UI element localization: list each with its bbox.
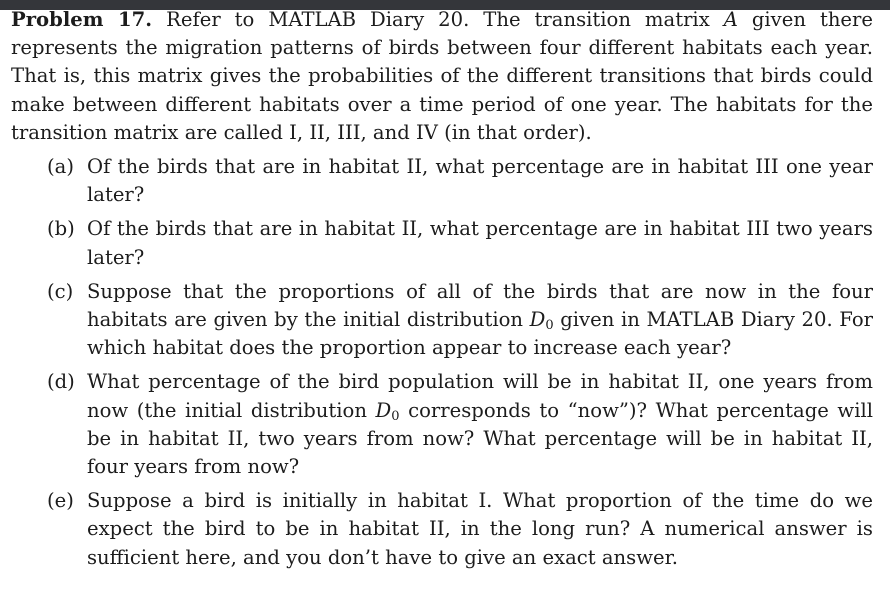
problem-intro (11, 6, 873, 147)
part-text: Suppose a bird is initially in habitat I. What proportion of the time do we expect the bird to be in habitat II, in the long run? A numerical answer is sufficient here, and you don’t have to give an exact answer. (87, 489, 873, 569)
part-d (11, 368, 873, 481)
part-a (11, 153, 873, 209)
part-text: Of the birds that are in habitat II, what percentage are in habitat III one year later? (87, 155, 873, 207)
matrix-symbol: A (723, 8, 738, 31)
intro-text-b: given there represents the migration patterns of birds between four different habitats each year. That is, this matrix gives the probabilities of the different transitions that birds could make between different habitats over a time period of one year. The habitats for the transition matrix are called I, II, III, and IV (in that order). (11, 8, 873, 144)
intro-text-a: Refer to MATLAB Diary 20. The transition matrix (166, 8, 724, 31)
part-b (11, 215, 873, 271)
part-label: (c) (47, 279, 74, 303)
part-text: Of the birds that are in habitat II, what percentage are in habitat III two years later? (87, 217, 873, 269)
part-text-a: What percentage of the bird population will be in habitat II, one years from now (the initial distribution (87, 370, 873, 422)
initial-distribution-symbol: $D_0$ (375, 398, 400, 424)
part-text-b: given in MATLAB Diary 20. For which habitat does the proportion appear to increase each year? (87, 308, 873, 360)
part-label: (d) (47, 370, 75, 394)
problem-parts (11, 153, 873, 572)
part-text-a: Suppose that the proportions of all of the birds that are now in the four habitats are given by the initial distribution (87, 279, 873, 332)
part-text-b: corresponds to “now”)? What percentage will be in habitat II, two years from now? What percentage will be in habitat II, four years from now? (87, 398, 873, 479)
part-label: (e) (47, 489, 74, 513)
part-e (11, 487, 873, 572)
problem-heading: Problem 17. (11, 8, 153, 31)
document-body (11, 6, 873, 572)
initial-distribution-symbol: $D_0$ (529, 308, 554, 334)
part-label: (b) (47, 217, 75, 241)
part-c (11, 278, 873, 363)
part-label: (a) (47, 155, 74, 179)
